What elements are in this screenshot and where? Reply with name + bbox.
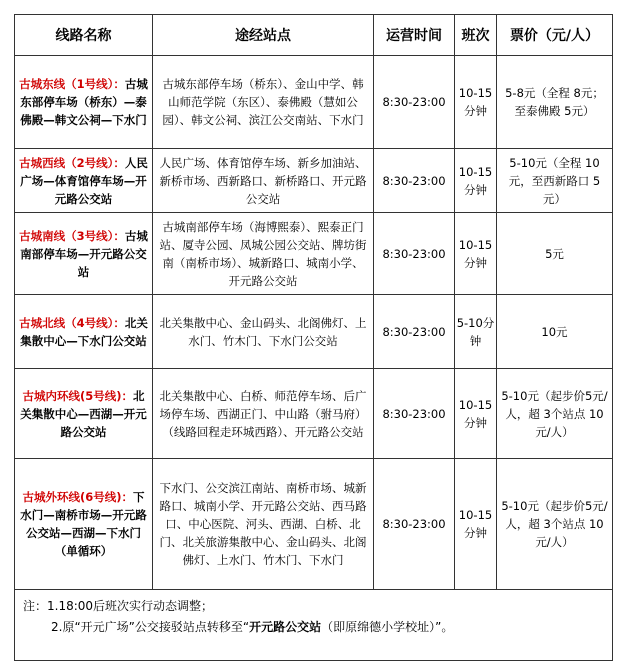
route-name-tag: 古城西线（2号线）： (19, 155, 125, 170)
route-fare-cell: 5-8元（全程 8元；至泰佛殿 5元） (497, 56, 613, 149)
route-name-cell (15, 56, 153, 149)
table-row (15, 56, 613, 149)
table-row (15, 459, 613, 590)
route-name-cell (15, 369, 153, 459)
route-name-path: 下水门—南桥市场—开元路公交站—西湖—下水门（单循环） (20, 490, 147, 558)
route-name-tag: 古城北线（4号线）： (19, 315, 125, 330)
bus-route-table-container (14, 14, 613, 661)
header-time: 运营时间 (374, 15, 455, 56)
route-frequency-cell: 10-15分钟 (455, 149, 497, 213)
header-fare: 票价（元/人） (497, 15, 613, 56)
route-frequency-cell: 10-15分钟 (455, 56, 497, 149)
route-stops-cell: 北关集散中心、白桥、师范停车场、后广场停车场、西湖正门、中山路（驸马府）（线路回程走环城西路）、开元路公交站 (153, 369, 374, 459)
route-name-cell (15, 459, 153, 590)
route-frequency-cell: 10-15分钟 (455, 459, 497, 590)
route-time-cell: 8:30-23:00 (374, 149, 455, 213)
table-row (15, 213, 613, 295)
route-name-tag: 古城南线（3号线）： (19, 228, 125, 243)
route-name-cell (15, 295, 153, 369)
route-stops-cell: 古城南部停车场（海博熙泰）、熙泰正门站、厦寺公园、凤城公园公交站、牌坊街南（南桥市场）、城新路口、城南小学、开元路公交站 (153, 213, 374, 295)
route-fare-cell: 5元 (497, 213, 613, 295)
route-frequency-cell: 5-10分钟 (455, 295, 497, 369)
route-name-tag: 古城内环线(5号线)： (22, 388, 133, 403)
note-line-1: 注：1.18:00后班次实行动态调整； (23, 599, 214, 613)
table-header-row (15, 15, 613, 56)
route-frequency-cell: 10-15分钟 (455, 369, 497, 459)
route-name-path: 古城南部停车场—开元路公交站 (20, 228, 148, 279)
route-frequency-cell: 10-15分钟 (455, 213, 497, 295)
route-name-cell (15, 213, 153, 295)
route-name-path: 北关集散中心—西湖—开元路公交站 (20, 388, 147, 439)
route-stops-cell: 下水门、公交滨江南站、南桥市场、城新路口、城南小学、开元路公交站、西马路口、中心医院、河头、西湖、白桥、北门、北关旅游集散中心、金山码头、北阁佛灯、上水门、竹木门、下水门 (153, 459, 374, 590)
route-fare-cell: 10元 (497, 295, 613, 369)
route-name-tag: 古城外环线(6号线)： (22, 490, 133, 504)
header-frequency: 班次 (455, 15, 497, 56)
route-name-path: 古城东部停车场（桥东）—泰佛殿—韩文公祠—下水门 (20, 77, 148, 127)
route-stops-cell: 人民广场、体育馆停车场、新乡加油站、新桥市场、西新路口、新桥路口、开元路公交站 (153, 149, 374, 213)
note-highlight-station: 开元路公交站 (249, 620, 322, 634)
route-name-path: 人民广场—体育馆停车场—开元路公交站 (20, 155, 148, 206)
route-fare-cell: 5-10元（全程 10元，至西新路口 5元） (497, 149, 613, 213)
route-stops-cell: 北关集散中心、金山码头、北阁佛灯、上水门、竹木门、下水门公交站 (153, 295, 374, 369)
header-route-name: 线路名称 (15, 15, 153, 56)
route-time-cell: 8:30-23:00 (374, 56, 455, 149)
route-fare-cell: 5-10元（起步价5元/人，超 3个站点 10元/人） (497, 459, 613, 590)
route-name-cell (15, 149, 153, 213)
route-time-cell: 8:30-23:00 (374, 369, 455, 459)
route-time-cell: 8:30-23:00 (374, 295, 455, 369)
route-time-cell: 8:30-23:00 (374, 459, 455, 590)
route-stops-cell: 古城东部停车场（桥东）、金山中学、韩山师范学院（东区）、泰佛殿（慧如公园）、韩文公祠、滨江公交南站、下水门 (153, 56, 374, 149)
route-name-path: 北关集散中心—下水门公交站 (20, 315, 148, 348)
table-row (15, 149, 613, 213)
table-row (15, 369, 613, 459)
route-fare-cell: 5-10元（起步价5元/人，超 3个站点 10元/人） (497, 369, 613, 459)
notes-row (15, 590, 613, 661)
header-stops: 途经站点 (153, 15, 374, 56)
route-time-cell: 8:30-23:00 (374, 213, 455, 295)
note-line-2-prefix: 2.原“开元广场”公交接驳站点转移至“ (51, 620, 250, 634)
table-row (15, 295, 613, 369)
bus-route-table (14, 14, 613, 661)
note-line-2 (23, 617, 604, 638)
notes-cell (15, 590, 613, 661)
note-line-2-suffix: （即原绵德小学校址）”。 (321, 620, 454, 634)
route-name-tag: 古城东线（1号线）： (19, 77, 125, 91)
